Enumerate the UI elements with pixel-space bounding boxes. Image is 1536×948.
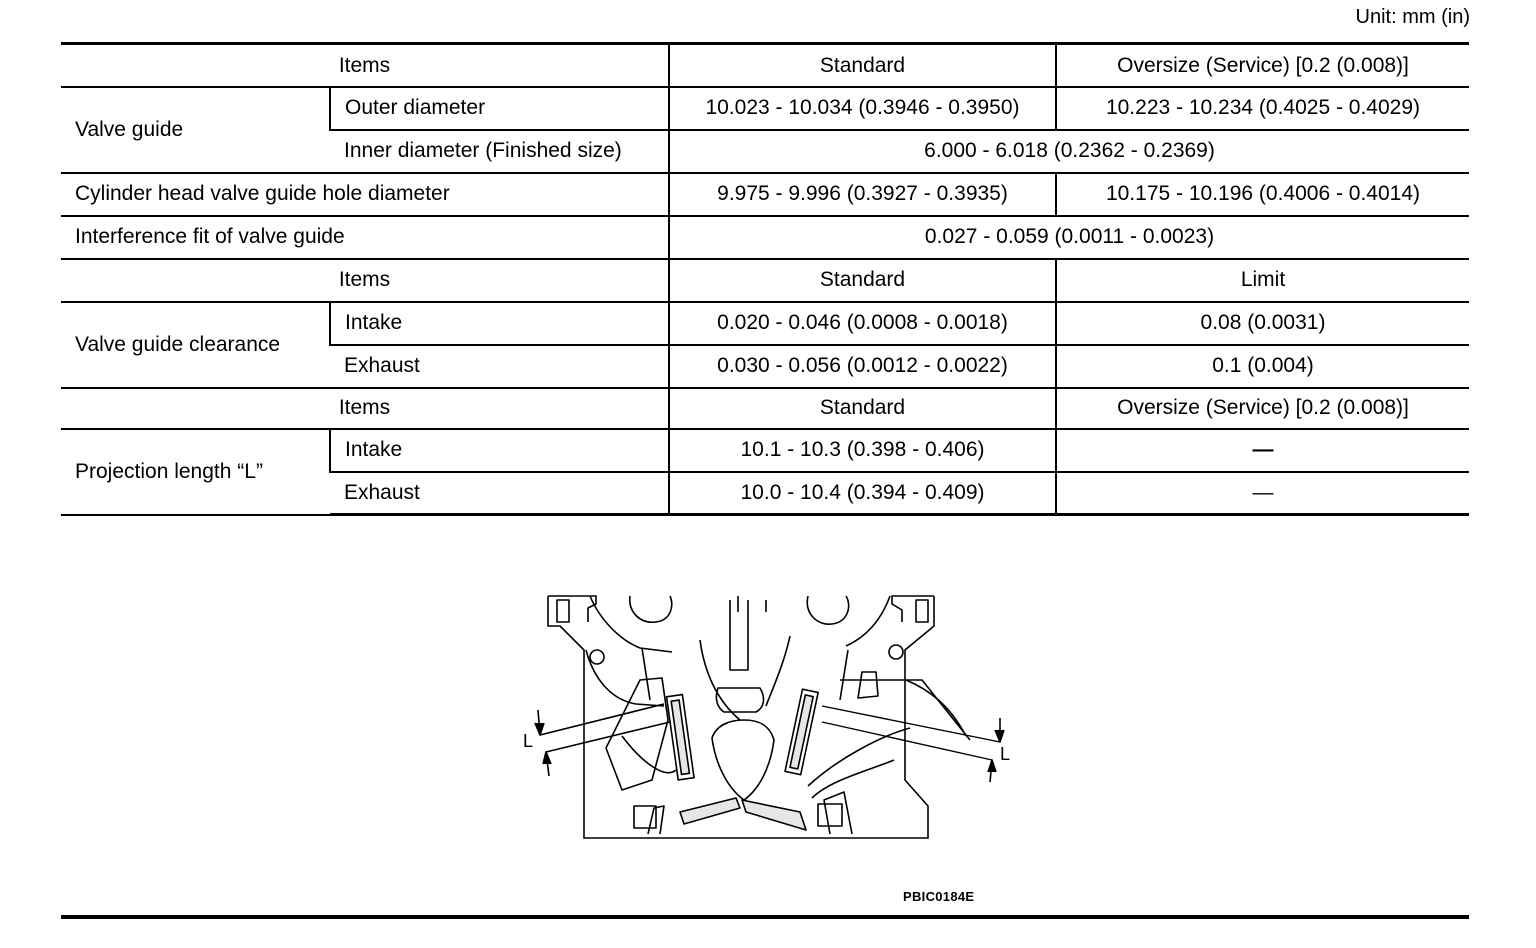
clearance-label: Valve guide clearance [61, 302, 330, 388]
header-items: Items [61, 388, 669, 429]
projection-intake-label: Intake [330, 429, 669, 472]
header-standard: Standard [669, 44, 1056, 87]
interference-label: Interference fit of valve guide [61, 216, 669, 259]
clearance-exhaust-standard: 0.030 - 0.056 (0.0012 - 0.0022) [669, 345, 1056, 388]
interference-value: 0.027 - 0.059 (0.0011 - 0.0023) [669, 216, 1469, 259]
inner-diameter-label: Inner diameter (Finished size) [330, 130, 669, 173]
header-items: Items [61, 44, 669, 87]
clearance-intake-label: Intake [330, 302, 669, 345]
figure-code: PBIC0184E [903, 889, 975, 904]
header-oversize: Oversize (Service) [0.2 (0.008)] [1056, 44, 1469, 87]
outer-diameter-oversize: 10.223 - 10.234 (0.4025 - 0.4029) [1056, 87, 1469, 130]
dimension-label-left: L [523, 731, 534, 751]
projection-exhaust-standard: 10.0 - 10.4 (0.394 - 0.409) [669, 472, 1056, 515]
header-oversize: Oversize (Service) [0.2 (0.008)] [1056, 388, 1469, 429]
projection-exhaust-label: Exhaust [330, 472, 669, 515]
valve-guide-label: Valve guide [61, 87, 330, 173]
clearance-exhaust-label: Exhaust [330, 345, 669, 388]
clearance-intake-limit: 0.08 (0.0031) [1056, 302, 1469, 345]
dimension-label-right: L [1000, 744, 1011, 764]
projection-intake-oversize: — [1056, 429, 1469, 472]
header-standard: Standard [669, 259, 1056, 302]
clearance-exhaust-limit: 0.1 (0.004) [1056, 345, 1469, 388]
header-limit: Limit [1056, 259, 1469, 302]
outer-diameter-standard: 10.023 - 10.034 (0.3946 - 0.3950) [669, 87, 1056, 130]
hole-diameter-standard: 9.975 - 9.996 (0.3927 - 0.3935) [669, 173, 1056, 216]
inner-diameter-value: 6.000 - 6.018 (0.2362 - 0.2369) [669, 130, 1469, 173]
hole-diameter-oversize: 10.175 - 10.196 (0.4006 - 0.4014) [1056, 173, 1469, 216]
bottom-divider [61, 915, 1469, 919]
header-standard: Standard [669, 388, 1056, 429]
projection-exhaust-oversize: — [1056, 472, 1469, 515]
projection-label: Projection length “L” [61, 429, 330, 515]
header-items: Items [61, 259, 669, 302]
hole-diameter-label: Cylinder head valve guide hole diameter [61, 173, 669, 216]
clearance-intake-standard: 0.020 - 0.046 (0.0008 - 0.0018) [669, 302, 1056, 345]
projection-intake-standard: 10.1 - 10.3 (0.398 - 0.406) [669, 429, 1056, 472]
outer-diameter-label: Outer diameter [330, 87, 669, 130]
unit-label: Unit: mm (in) [1355, 6, 1470, 28]
